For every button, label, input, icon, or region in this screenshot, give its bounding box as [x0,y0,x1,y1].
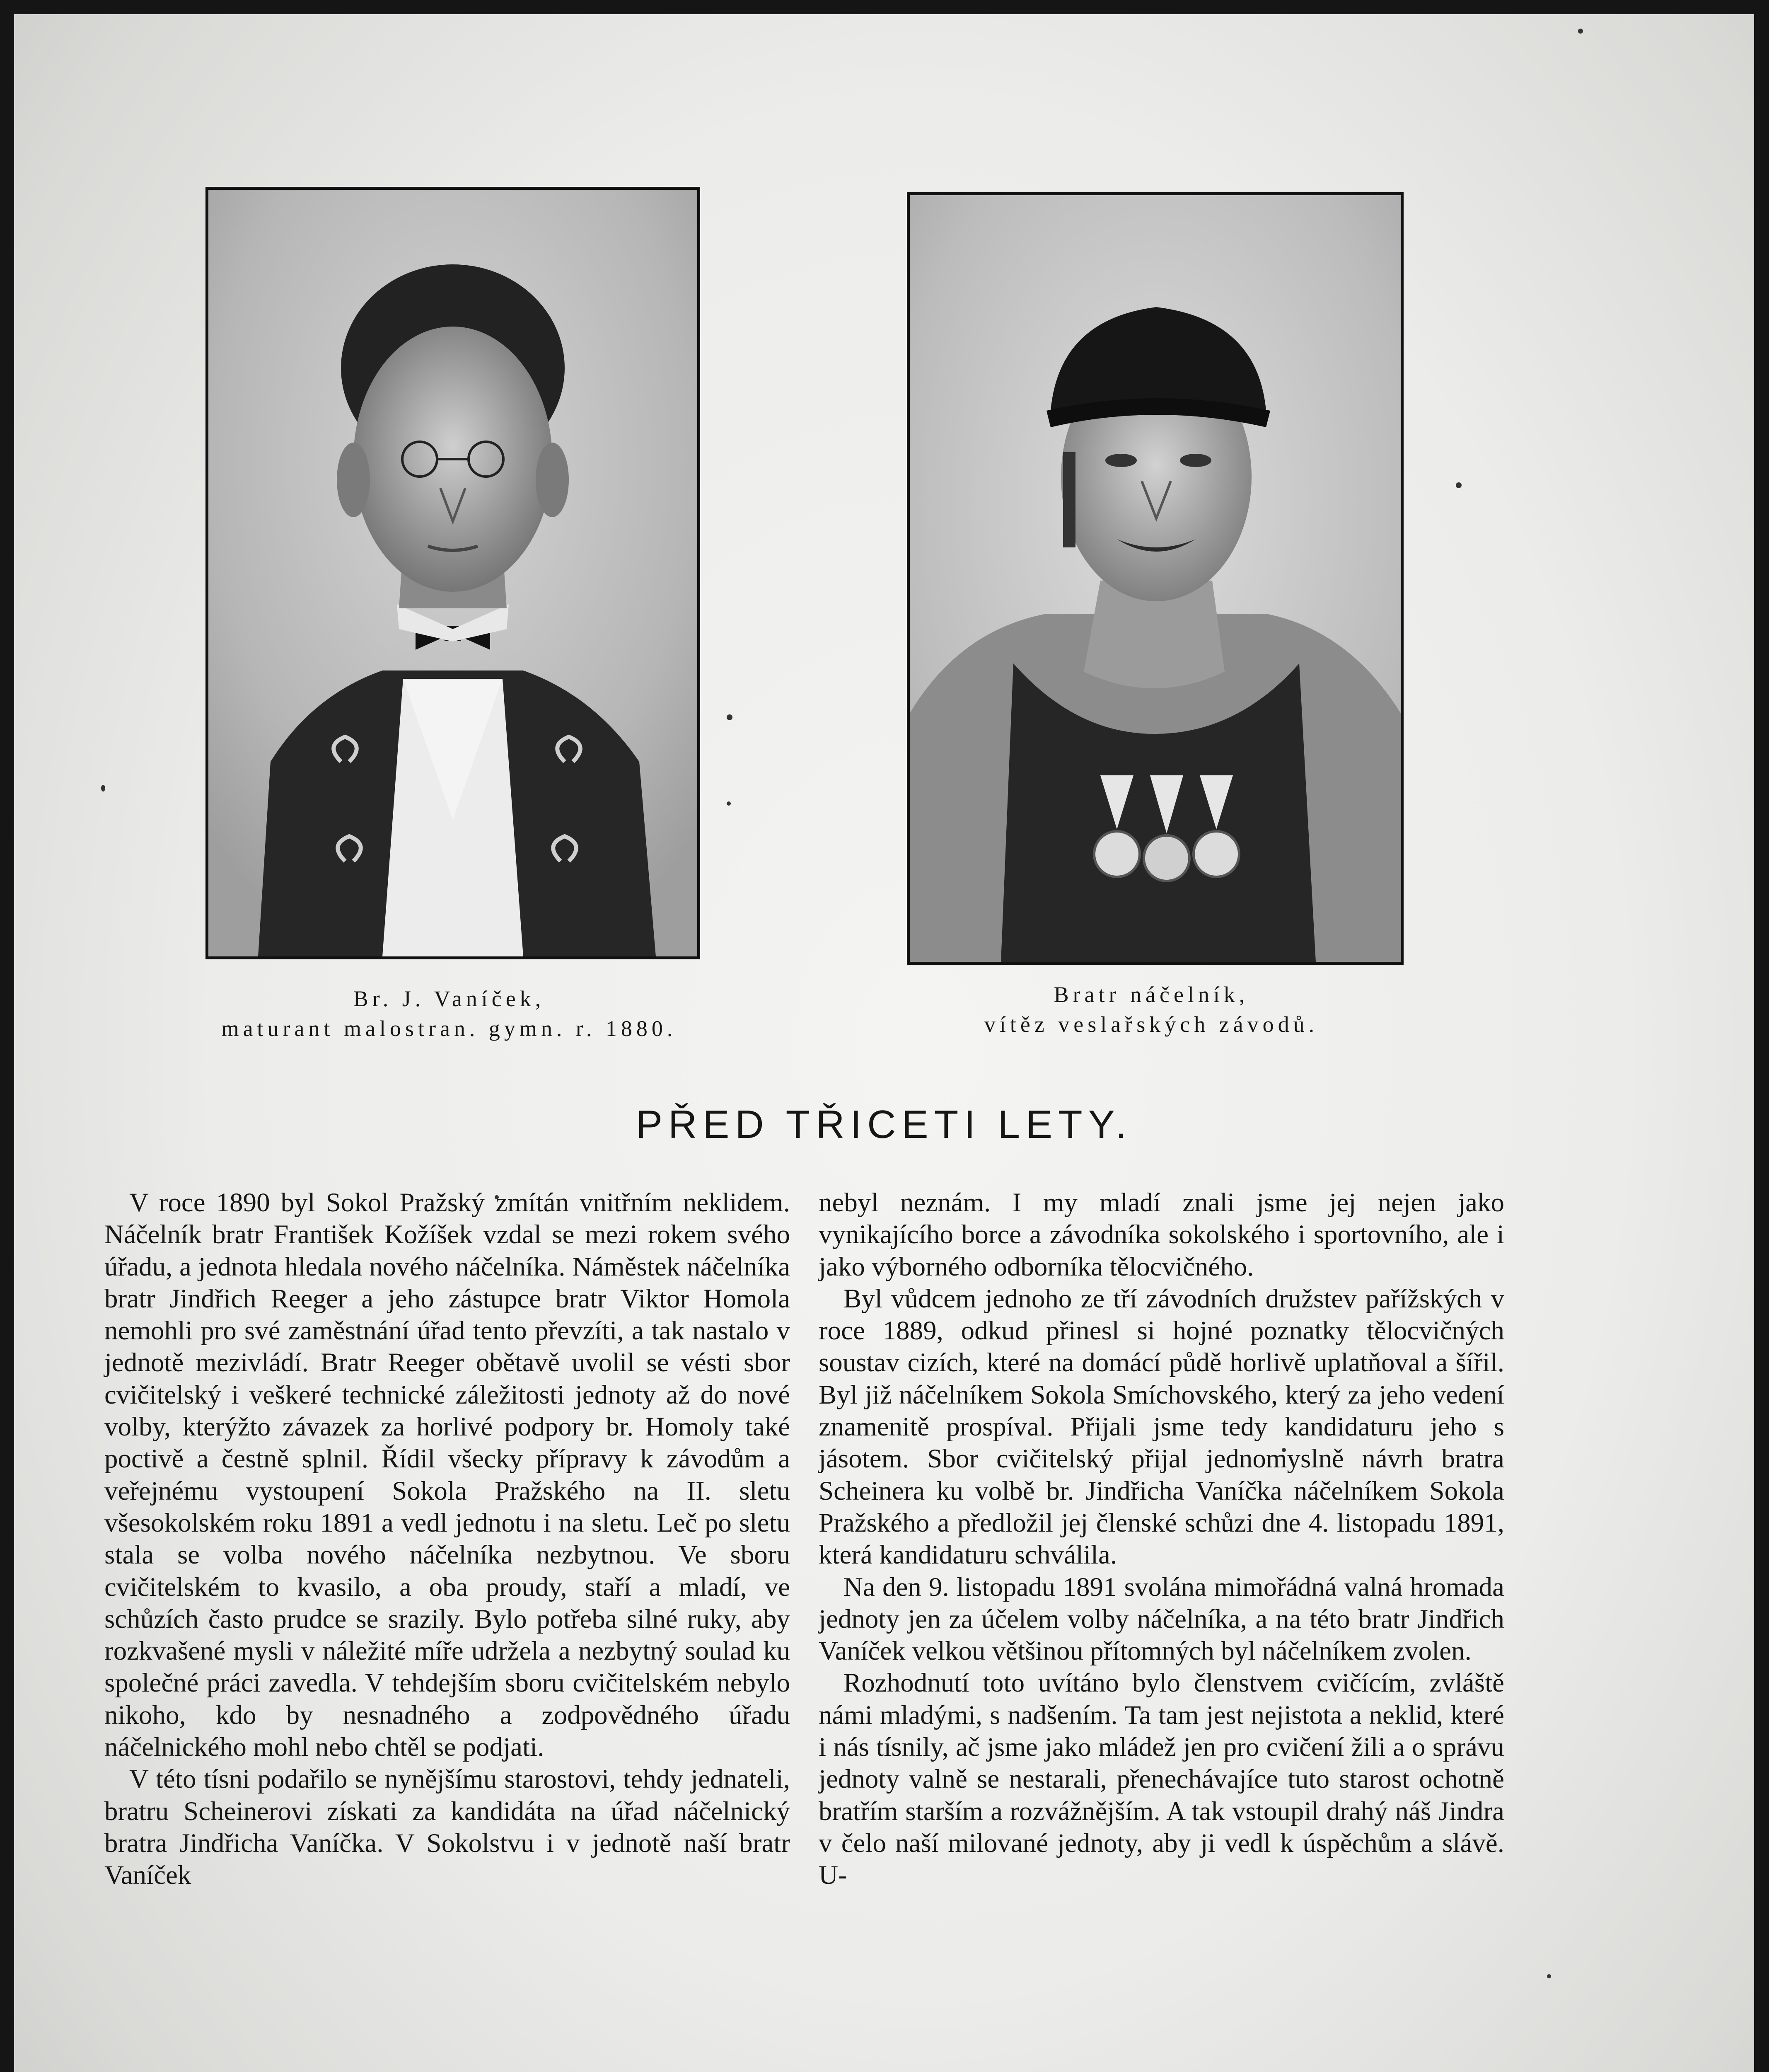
scan-speck [1578,29,1583,34]
portrait-photo-vanicek [205,187,700,959]
scan-speck [101,785,105,792]
article-column-right [819,1187,1504,1892]
scan-speck [727,801,731,806]
caption-right-line2: vítěz veslařských závodů. [984,1012,1319,1037]
portrait-nacelnik-icon [910,195,1401,962]
paragraph: Byl vůdcem jednoho ze tří závodních družstev pařížských v roce 1889, odkud přinesl si hojné poznatky tělocvičných soustav cizích, které na domácí půdě horlivě uplatňoval a šířil. Byl již náčelníkem Sokola Smíchovského, který za jeho vedení znamenitě prospíval. Přijali jsme tedy kandidaturu jeho s jásotem. Sbor cvičitelský přijal jednomyslně návrh bratra Scheinera ku volbě br. Jindřicha Vaníčka náčelníkem Sokola Pražského a předložil jej členské schůzi dne 4. listopadu 1891, která kandidaturu schválila. [819,1283,1504,1570]
paragraph: Rozhodnutí toto uvítáno bylo členstvem cvičícím, zvláště námi mladými, s nadšením. Ta tam jest nejistota a neklid, které i nás tísnily, ač jsme jako mládež jen pro cvičení žili a o správu jednoty valně se nestarali, přenechávajíce tuto starost ochotně bratřím starším a rozvážnějším. A tak vstoupil drahý náš Jindra v čelo naší milované jednoty, aby ji vedl k úspěchům a slávě. U- [819,1668,1504,1890]
article-column-left [104,1187,790,1892]
caption-left-line2: maturant malostran. gymn. r. 1880. [221,1016,677,1041]
scan-speck [1456,482,1462,488]
caption-left-line1: Br. J. Vaníček, [353,986,545,1011]
paragraph: nebyl neznám. I my mladí znali jsme jej nejen jako vynikajícího borce a závodníka sokolského i sportovního, ale i jako výborného odborníka tělocvičného. [819,1188,1504,1282]
portrait-photo-nacelnik [907,192,1404,965]
paragraph: V této tísni podařilo se nynějšímu starostovi, tehdy jednateli, bratru Scheinerovi získati za kandidáta na úřad náčelnický bratra Jindřicha Vaníčka. V Sokolstvu i v jednotě naší bratr Vaníček [104,1764,790,1890]
paragraph: Na den 9. listopadu 1891 svolána mimořádná valná hromada jednoty jen za účelem volby náčelníka, a na této bratr Jindřich Vaníček velkou většinou přítomných byl náčelníkem zvolen. [819,1572,1504,1666]
caption-right-line1: Bratr náčelník, [1054,982,1249,1007]
paragraph: V roce 1890 byl Sokol Pražský zmítán vnitřním neklidem. Náčelník bratr František Kožíšek vzdal se mezi rokem svého úřadu, a jednota hledala nového náčelníka. Náměstek náčelníka bratr Jindřich Reeger a jeho zástupce bratr Viktor Homola nemohli pro své zaměstnání úřad tento převzíti, a tak nastalo v jednotě mezivládí. Bratr Reeger obětavě uvolil se vésti sbor cvičitelský i veškeré technické záležitosti jednoty až do nové volby, kterýžto závazek za horlivé podpory br. Homoly také poctivě a čestně splnil. Řídil všecky přípravy k závodům a veřejnému vystoupení Sokola Pražského na II. sletu všesokolském roku 1891 a vedl jednotu i na sletu. Leč po sletu stala se volba nového náčelníka nezbytnou. Ve sboru cvičitelském to kvasilo, a oba proudy, staří a mladí, ve schůzích často prudce se srazily. Bylo potřeba silné ruky, aby rozkvašené mysli v náležité míře udržela a nezbytný soulad ku společné práci zavedla. V tehdejším sboru cvičitelském nebylo nikoho, kdo by nesnadného a zodpovědného úřadu náčelnického mohl nebo chtěl se podjati. [104,1188,790,1762]
portrait-vanicek-icon [208,190,697,956]
photo-caption-right [851,980,1452,1039]
scan-speck [727,714,732,720]
photo-caption-left [151,984,747,1043]
article-title: PŘED TŘICETI LETY. [636,1102,1133,1147]
scan-speck [1547,1974,1551,1978]
scanned-page [14,14,1754,2072]
